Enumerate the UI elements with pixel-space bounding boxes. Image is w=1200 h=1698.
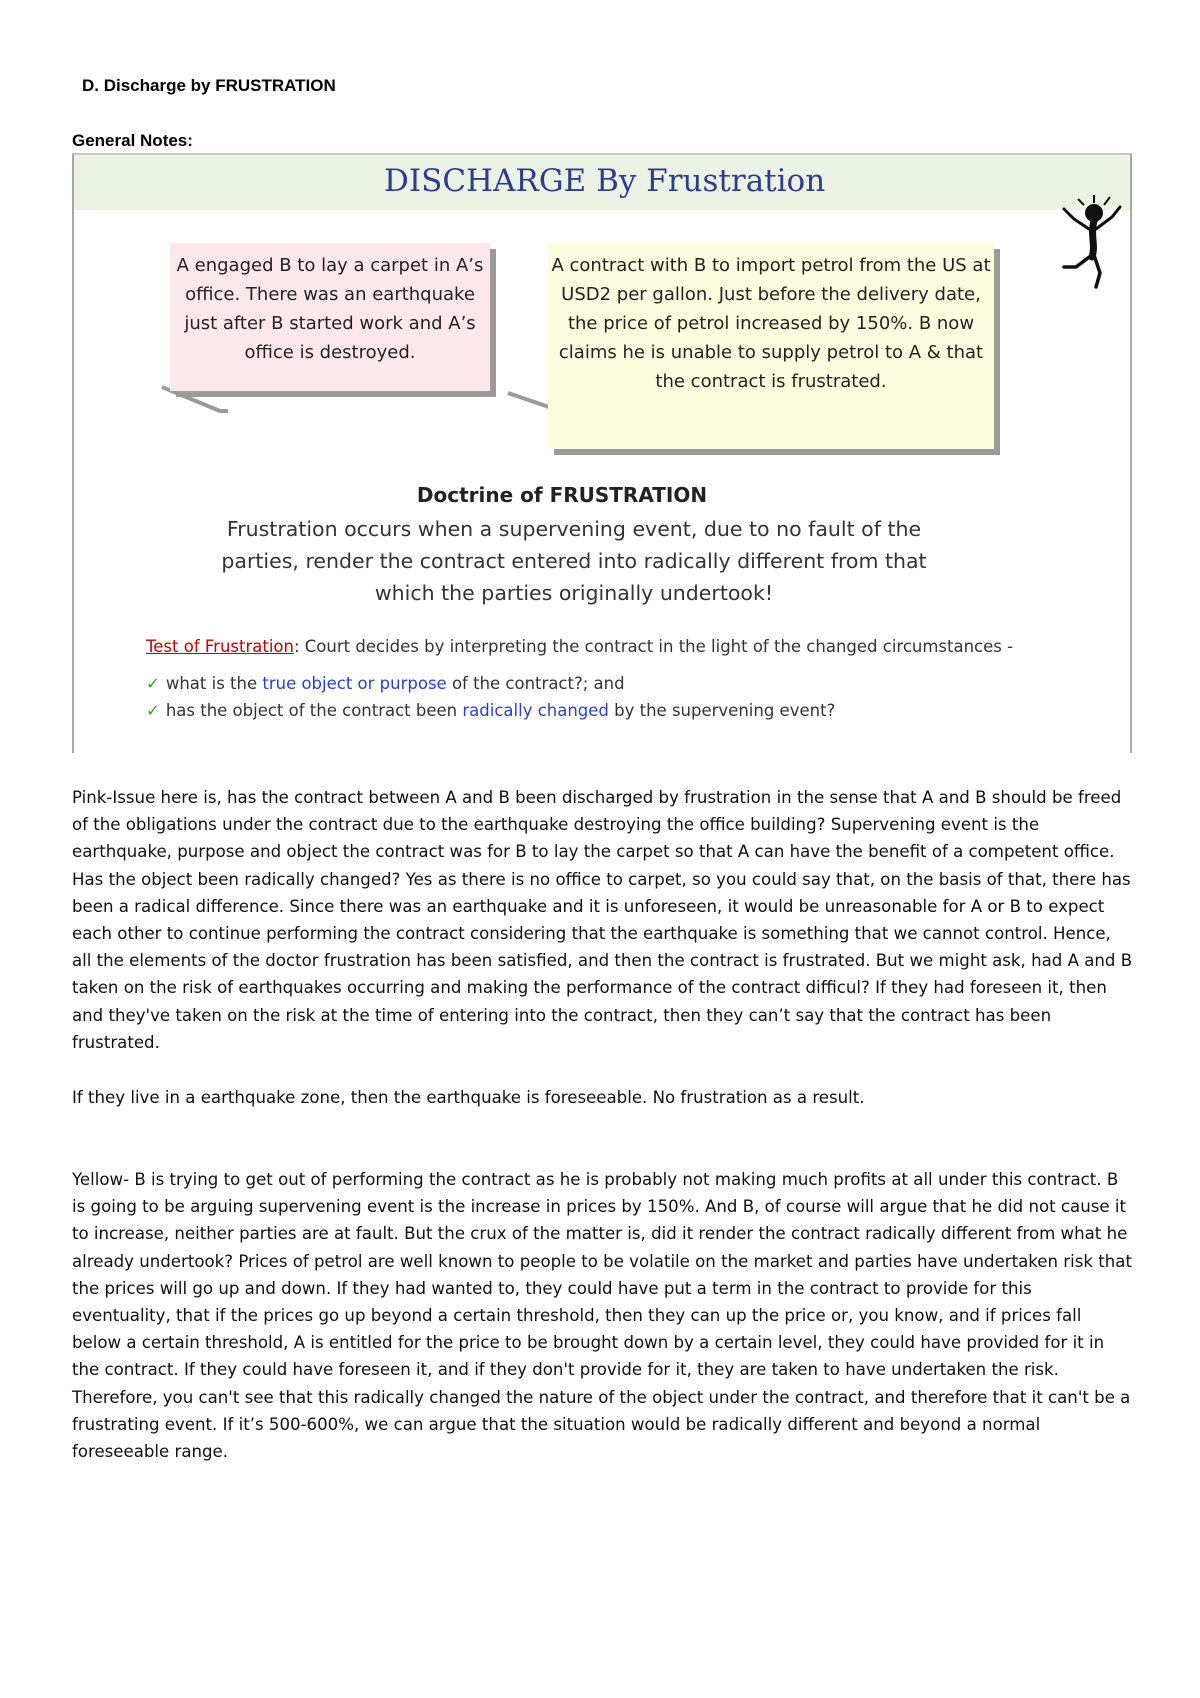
check-item-object (146, 674, 625, 693)
checkmark-icon: ✓ (146, 674, 160, 693)
earthquake-zone-paragraph: If they live in a earthquake zone, then the earthquake is foreseeable. No frustration as a result. (72, 1088, 865, 1107)
checkmark-icon: ✓ (146, 701, 160, 720)
slide-title: DISCHARGE By Frustration (384, 163, 826, 199)
slide-title-bar (74, 155, 1130, 210)
check-item-changed (146, 701, 835, 720)
check2-pre: has the object of the contract been (165, 701, 463, 720)
check1-emphasis: true object or purpose (262, 674, 447, 693)
check2-post: by the supervening event? (608, 701, 836, 720)
stick-figure-icon (1054, 195, 1134, 295)
section-heading: D. Discharge by FRUSTRATION (82, 76, 336, 95)
pink-analysis-paragraph: Pink-Issue here is, has the contract between A and B been discharged by frustration in the sense that A and B should be freed of the obligations under the contract due to the earthquake destroying the office building? Supervening event is the earthquake, purpose and object the contract was for B to lay the carpet so that A can have the benefit of a competent office. Has the object been radically changed? Yes as there is no office to carpet, so you could say that, on the basis of that, there has been a radical difference. Since there was an earthquake and it is unforeseen, it would be unreasonable for A or B to expect each other to continue performing the contract considering that the earthquake is something that we cannot control. Hence, all the elements of the doctor frustration has been satisfied, and then the contract is frustrated. But we might ask, had A and B taken on the risk of earthquakes occurring and making the performance of the contract difficul? If they had foreseen it, then and they've taken on the risk at the time of entering into the contract, then they can’t say that the contract has been frustrated. (72, 788, 1133, 1052)
yellow-analysis-paragraph: Yellow- B is trying to get out of performing the contract as he is probably not making much profits at all under this contract. B is going to be arguing supervening event is the increase in prices by 150%. And B, of course will argue that he did not cause it to increase, neither parties are at fault. But the crux of the matter is, did it render the contract radically different from what he already undertook? Prices of petrol are well known to people to be volatile on the market and parties have undertaken risk that the prices will go up and down. If they had wanted to, they could have put a term in the contract to provide for this eventuality, that if the prices go up beyond a certain threshold, then they can up the price or, you know, and if prices fall below a certain threshold, A is entitled for the price to be brought down by a certain level, they could have provided for it in the contract. If they could have foreseen it, and if they don't provide for it, they are taken to have undertaken the risk. Therefore, you can't see that this radically changed the nature of the object under the contract, and therefore that it can't be a frustrating event. If it’s 500-600%, we can argue that the situation would be radically different and beyond a normal foreseeable range. (72, 1170, 1132, 1462)
pink-callout: A engaged B to lay a carpet in A’s office. There was an earthquake just after B started work and A’s office is destroyed. (170, 243, 490, 391)
test-label: Test of Frustration (146, 637, 294, 656)
test-of-frustration-line (146, 637, 1013, 656)
doctrine-text: Frustration occurs when a supervening event, due to no fault of the parties, render the contract entered into radically different from that which the parties originally undertook! (221, 517, 927, 605)
yellow-callout: A contract with B to import petrol from the US at USD2 per gallon. Just before the delivery date, the price of petrol increased by 150%. B now claims he is unable to supply petrol to A & that the contract is frustrated. (548, 243, 994, 449)
check1-post: of the contract?; and (446, 674, 625, 693)
slide-image (72, 153, 1132, 753)
check2-emphasis: radically changed (462, 701, 609, 720)
general-notes-label: General Notes: (72, 131, 193, 150)
doctrine-title: Doctrine of FRUSTRATION (416, 483, 708, 507)
test-text: : Court decides by interpreting the contract in the light of the changed circumstances - (293, 637, 1014, 656)
check1-pre: what is the (165, 674, 263, 693)
